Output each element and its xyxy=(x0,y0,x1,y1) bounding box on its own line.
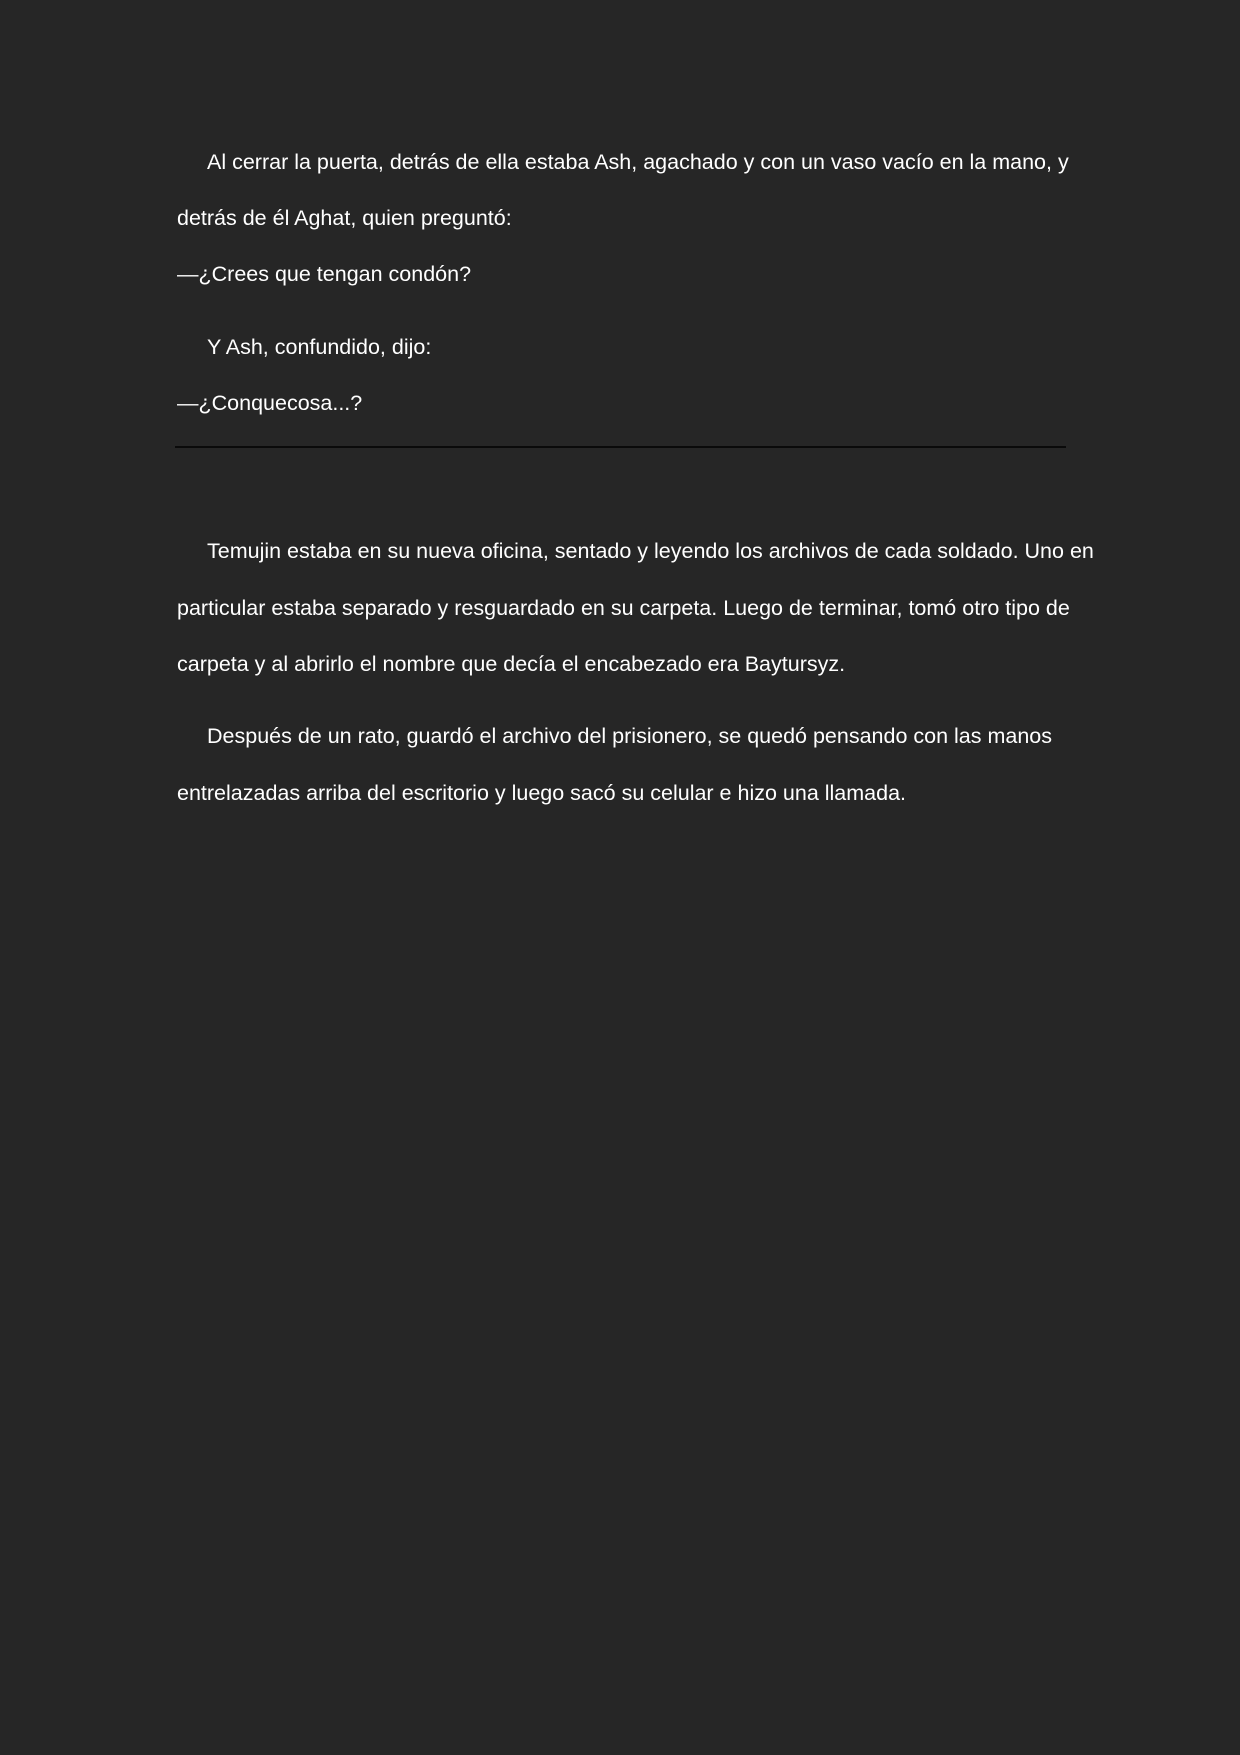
paragraph-4-line-1: Después de un rato, guardó el archivo del prisionero, se quedó pensando con las manos xyxy=(207,724,1053,748)
paragraph-1-line-2: detrás de él Aghat, quien preguntó: xyxy=(177,206,512,230)
dialogue-line-2: —¿Conquecosa...? xyxy=(177,391,363,415)
paragraph-3-line-1: Temujin estaba en su nueva oficina, sentado y leyendo los archivos de cada soldado. Uno en xyxy=(207,539,1094,563)
section-divider xyxy=(175,446,1066,448)
paragraph-1-line-1: Al cerrar la puerta, detrás de ella estaba Ash, agachado y con un vaso vacío en la mano, y xyxy=(207,150,1069,174)
paragraph-2-line-1: Y Ash, confundido, dijo: xyxy=(207,335,432,359)
dialogue-line-1: —¿Crees que tengan condón? xyxy=(177,262,472,286)
paragraph-3-line-3: carpeta y al abrirlo el nombre que decía el encabezado era Baytursyz. xyxy=(177,652,846,676)
paragraph-4-line-2: entrelazadas arriba del escritorio y luego sacó su celular e hizo una llamada. xyxy=(177,781,907,805)
paragraph-3-line-2: particular estaba separado y resguardado en su carpeta. Luego de terminar, tomó otro tipo de xyxy=(177,596,1070,620)
